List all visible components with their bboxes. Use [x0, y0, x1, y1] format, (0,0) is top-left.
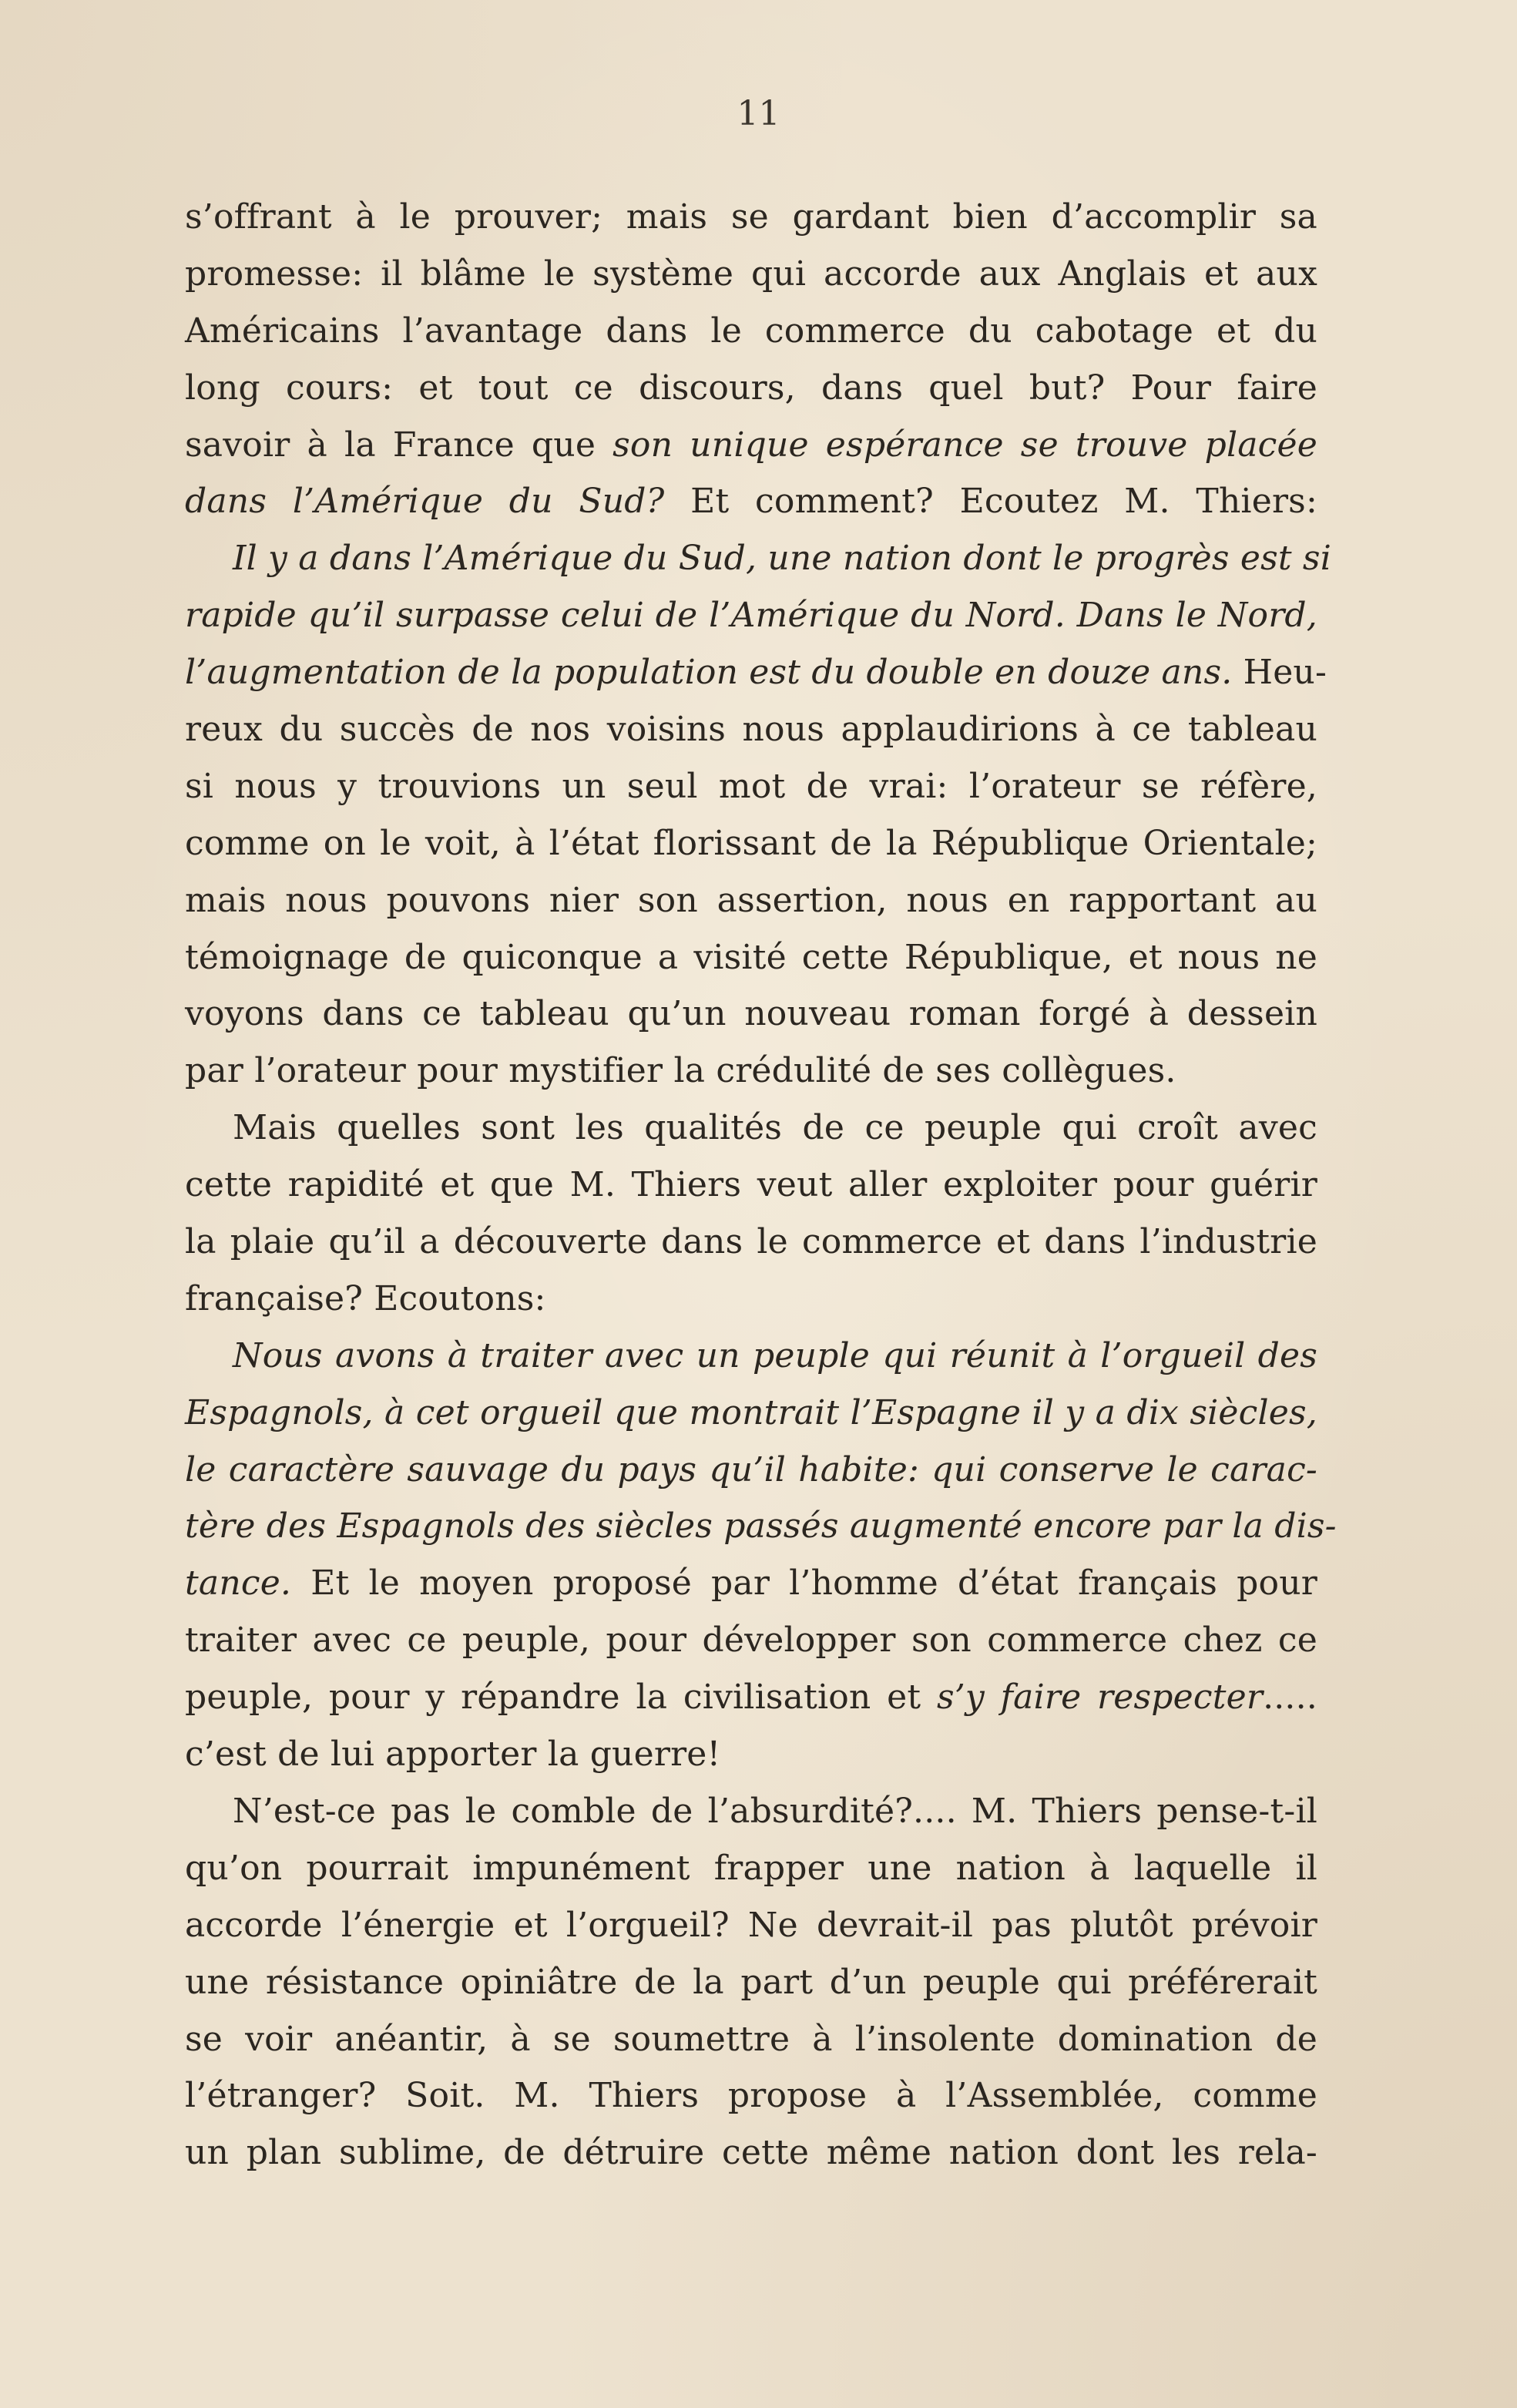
- italic-text: l’augmentation de la population est du double en douze ans.: [185, 653, 1233, 693]
- text-run: Heu-: [1232, 653, 1327, 693]
- text-run: Et comment? Ecoutez M. Thiers:: [664, 482, 1317, 522]
- text-run: témoignage de quiconque a visité cette République, et nous ne: [185, 937, 1317, 977]
- text-run: c’est de lui apporter la guerre!: [185, 1735, 721, 1775]
- text-run: s’offrant à le prouver; mais se gardant bien d’accomplir sa: [185, 197, 1317, 237]
- text-run: traiter avec ce peuple, pour développer son commerce chez ce: [185, 1620, 1317, 1661]
- text-line: [185, 986, 1317, 1043]
- text-run: une résistance opiniâtre de la part d’un peuple qui préférerait: [185, 1962, 1317, 2002]
- text-run: la plaie qu’il a découverte dans le commerce et dans l’industrie: [185, 1222, 1317, 1262]
- text-run: cette rapidité et que M. Thiers veut aller exploiter pour guérir: [185, 1165, 1317, 1205]
- italic-text: Nous avons à traiter avec un peuple qui réunit à l’orgueil des: [233, 1335, 1317, 1375]
- text-line: [185, 530, 1331, 587]
- text-line: [185, 1897, 1317, 1954]
- text-run: Et le moyen proposé par l’homme d’état français pour: [291, 1563, 1317, 1604]
- text-line: [185, 758, 1317, 815]
- text-line: [185, 2124, 1317, 2181]
- text-run: voyons dans ce tableau qu’un nouveau roman forgé à dessein: [185, 994, 1317, 1034]
- text-line: [185, 246, 1317, 303]
- text-run: par l’orateur pour mystifier la crédulité de ses collègues.: [185, 1051, 1176, 1091]
- italic-text: dans l’Amérique du Sud?: [185, 482, 665, 522]
- text-run: l’étranger? Soit. M. Thiers propose à l’Assemblée, comme: [185, 2076, 1317, 2116]
- text-line: [185, 929, 1317, 986]
- text-run: comme on le voit, à l’état florissant de la République Orientale;: [185, 823, 1317, 863]
- body-text: [185, 189, 1337, 2181]
- text-run: promesse: il blâme le système qui accorde aux Anglais et aux: [185, 254, 1317, 294]
- text-run: qu’on pourrait impunément frapper une nation à laquelle il: [185, 1848, 1317, 1888]
- text-run: se voir anéantir, à se soumettre à l’insolente domination de: [185, 2019, 1317, 2059]
- text-line: [185, 189, 1317, 246]
- text-line: [185, 1385, 1317, 1442]
- italic-text: rapide qu’il surpasse celui de l’Amérique du Nord. Dans le Nord,: [185, 596, 1317, 636]
- text-run: savoir à la France que: [185, 425, 613, 465]
- text-run: Mais quelles sont les qualités de ce peuple qui croît avec: [233, 1108, 1317, 1148]
- text-line: [185, 2011, 1317, 2068]
- italic-text: son unique espérance se trouve placée: [613, 425, 1317, 465]
- text-line: [185, 1954, 1317, 2011]
- text-line: [185, 1669, 1317, 1726]
- text-line: [185, 1555, 1317, 1612]
- text-run: .....: [1263, 1678, 1317, 1718]
- text-run: peuple, pour y répandre la civilisation et: [185, 1678, 937, 1718]
- italic-text: Espagnols, à cet orgueil que montrait l’Espagne il y a dix siècles,: [185, 1392, 1317, 1432]
- italic-text: s’y faire respecter: [936, 1678, 1264, 1718]
- text-line: [185, 644, 1327, 701]
- text-line: [185, 303, 1317, 360]
- text-line: [185, 815, 1317, 872]
- text-line: [185, 1442, 1317, 1499]
- text-line: [185, 1726, 1317, 1783]
- text-run: N’est-ce pas le comble de l’absurdité?.... M. Thiers pense-t-il: [233, 1791, 1317, 1831]
- text-run: mais nous pouvons nier son assertion, nous en rapportant au: [185, 880, 1317, 920]
- italic-text: tère des Espagnols des siècles passés augmenté encore par la dis-: [185, 1506, 1337, 1547]
- text-line: [185, 872, 1317, 929]
- text-line: [185, 1100, 1317, 1157]
- text-line: [185, 1840, 1317, 1897]
- text-run: reux du succès de nos voisins nous applaudirions à ce tableau: [185, 710, 1317, 750]
- text-run: française? Ecoutons:: [185, 1278, 546, 1318]
- italic-text: Il y a dans l’Amérique du Sud, une nation dont le progrès est si: [233, 539, 1331, 579]
- text-line: [185, 1157, 1317, 1214]
- text-line: [185, 1498, 1337, 1555]
- text-line: [185, 1328, 1317, 1385]
- text-line: [185, 1214, 1317, 1271]
- text-line: [185, 587, 1317, 644]
- text-run: Américains l’avantage dans le commerce du cabotage et du: [185, 311, 1317, 351]
- text-line: [185, 2067, 1317, 2124]
- page-number: 11: [737, 94, 780, 133]
- text-run: accorde l’énergie et l’orgueil? Ne devrait-il pas plutôt prévoir: [185, 1905, 1317, 1945]
- text-line: [185, 1783, 1317, 1840]
- text-line: [185, 360, 1317, 417]
- text-line: [185, 473, 1317, 530]
- italic-text: le caractère sauvage du pays qu’il habite: qui conserve le carac-: [185, 1449, 1317, 1489]
- text-line: [185, 1271, 1317, 1328]
- text-run: si nous y trouvions un seul mot de vrai: l’orateur se réfère,: [185, 766, 1317, 806]
- text-line: [185, 1612, 1317, 1669]
- text-line: [185, 1043, 1317, 1100]
- text-run: un plan sublime, de détruire cette même nation dont les rela-: [185, 2133, 1317, 2173]
- text-line: [185, 417, 1317, 474]
- text-line: [185, 701, 1317, 758]
- text-run: long cours: et tout ce discours, dans quel but? Pour faire: [185, 368, 1317, 408]
- italic-text: tance.: [185, 1563, 292, 1604]
